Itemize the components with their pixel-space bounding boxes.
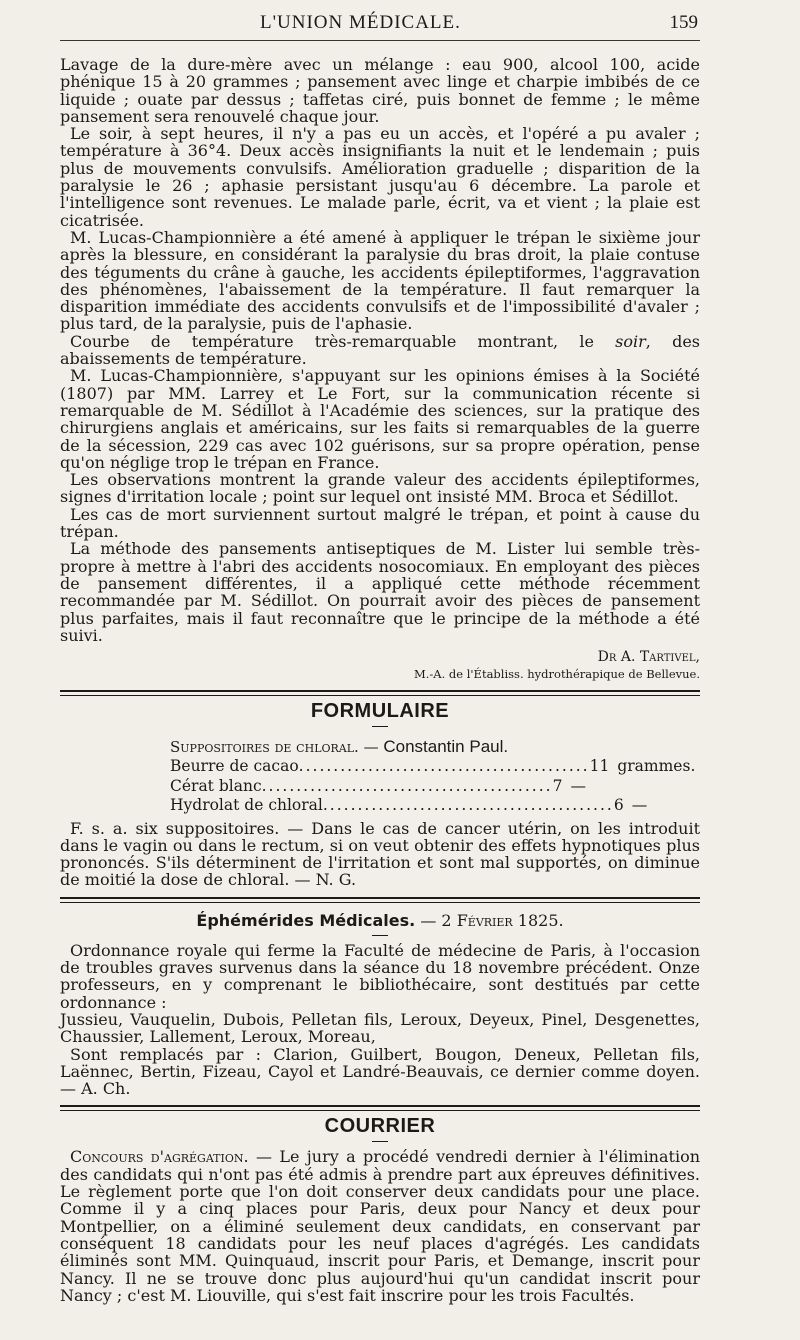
- title-dash: [372, 935, 388, 936]
- ephemerides-paragraph: Sont remplacés par : Clarion, Guilbert, Bougon, Deneux, Pelletan fils, Laënnec, Bertin, Fizeau, Cayol et Landré-Beauvais, ce dernier comme doyen. — A. Ch.: [60, 1044, 700, 1099]
- article-paragraph: La méthode des pansements antiseptiques de M. Lister lui semble très-propre à mettre à l'abri des accidents nosocomiaux. En employant des pièces de pansement différentes, il a appliqué cette méthode récemment recommandée par M. Sédillot. On pourrait avoir des pièces de pansement plus parfaites, mais il faut reconnaître que le principe de la méthode a été suivi.: [60, 539, 700, 645]
- ingredient-name: Hydrolat de chloral: [170, 796, 323, 815]
- header-rule: [60, 40, 700, 41]
- ephemerides-sep: — 2: [415, 910, 457, 930]
- ingredient-qty: 6: [613, 796, 624, 815]
- ephemerides-heading: [60, 911, 700, 931]
- page-body: [60, 56, 700, 1304]
- article-paragraph-courbe: [60, 333, 700, 368]
- ephemerides-paragraph: Jussieu, Vauquelin, Dubois, Pelletan fils, Leroux, Deyeux, Pinel, Desgenettes, Chaussier, Lallement, Leroux, Moreau,: [60, 1009, 700, 1047]
- ingredient-row: [170, 796, 648, 816]
- recipe-title: Suppositoires de chloral.: [170, 738, 359, 757]
- formulaire-title: FORMULAIRE: [310, 700, 450, 723]
- recipe-author: Constantin Paul.: [383, 737, 509, 757]
- article-paragraph: M. Lucas-Championnière a été amené à appliquer le trépan le sixième jour après la blessure, en considérant la paralysie du bras droit, la plaie contuse des téguments du crâne à gauche, les accidents épileptiformes, l'aggravation des phénomènes, l'abaissement de la température. Il faut remarquer la disparition immédiate des accidents convulsifs et de l'impossibilité d'avaler ; plus tard, de la paralysie, puis de l'aphasie.: [60, 227, 700, 334]
- signature-block: [60, 648, 700, 682]
- title-dash: [372, 726, 388, 727]
- ingredient-unit: —: [570, 776, 586, 795]
- article-paragraph: Les observations montrent la grande valeur des accidents épileptiformes, signes d'irritation locale ; point sur lequel ont insisté MM. Broca et Sédillot.: [60, 470, 700, 507]
- courbe-text: Courbe de température très-remarquable montrant, le: [70, 331, 616, 351]
- title-dash: [372, 1141, 388, 1142]
- ephemerides-date: Février 1825.: [456, 910, 564, 930]
- author-affiliation: M.-A. de l'Établiss. hydrothérapique de Bellevue.: [413, 667, 700, 682]
- author-signature: Dr A. Tartivel,: [597, 649, 700, 666]
- article-paragraph: Le soir, à sept heures, il n'y a pas eu un accès, et l'opéré a pu avaler ; température à 36°4. Deux accès insignifiants la nuit et le lendemain ; puis plus de mouvements convulsifs. Amélioration graduelle ; disparition de la paralysie le 26 ; aphasie persistant jusqu'au 6 décembre. La parole et l'intelligence sont revenues. Le malade parle, écrit, va et vient ; la plaie est cicatrisée.: [60, 124, 700, 230]
- article-paragraph: Les cas de mort surviennent surtout malgré le trépan, et point à cause du trépan.: [60, 504, 700, 542]
- recipe-heading: [170, 737, 700, 757]
- formulaire-instructions: F. s. a. six suppositoires. — Dans le cas de cancer utérin, on les introduit dans le vagin ou dans le rectum, si on veut obtenir des effets hypnotiques plus prononcés. S'ils déterminent de l'irritation et sont mal supportés, on diminue de moitié la dose de chloral. — N. G.: [60, 818, 700, 890]
- courrier-title: COURRIER: [324, 1115, 436, 1138]
- ingredient-row: [170, 777, 590, 797]
- running-title: L'UNION MÉDICALE.: [260, 12, 461, 33]
- leader-dots: ..........................................: [322, 796, 614, 815]
- ephemerides-title: Éphémérides Médicales.: [196, 910, 416, 930]
- recipe-sep: —: [358, 738, 384, 757]
- article-paragraph: Lavage de la dure-mère avec un mélange : eau 900, alcool 100, acide phénique 15 à 20 grammes ; pansement avec linge et charpie imbibés de ce liquide ; ouate par dessus ; taffetas ciré, puis bonnet de femme ; le même pansement sera renouvelé chaque jour.: [60, 55, 700, 126]
- courrier-lead: Concours d'agrégation.: [70, 1147, 249, 1167]
- courbe-text-end: , des abaissements de température.: [60, 331, 701, 369]
- ingredient-name: Cérat blanc: [170, 776, 262, 795]
- courbe-emphasis: soir: [615, 331, 646, 351]
- page-header: [60, 10, 700, 44]
- section-divider: [60, 1105, 700, 1111]
- courrier-text: — Le jury a procédé vendredi dernier à l'élimination des candidats qui n'ont pas été admis à prendre part aux épreuves définitives. Le règlement porte que l'on doit conserver deux candidats pour une place. Comme il y a cinq places pour Paris, deux pour Nancy et deux pour Montpellier, on a éliminé seulement deux candidats, en conservant par conséquent 18 candidats pour les neuf places d'agrégés. Les candidats éliminés sont MM. Quinquaud, inscrit pour Paris, et Demange, inscrit pour Nancy. Il ne se trouve donc plus aujourd'hui qu'un candidat inscrit pour Nancy ; c'est M. Liouville, qui s'est fait inscrire pour les trois Facultés.: [60, 1147, 701, 1305]
- ingredient-list: [170, 757, 696, 816]
- article-paragraph: M. Lucas-Championnière, s'appuyant sur les opinions émises à la Société (1807) par MM. Larrey et Le Fort, sur la communication récente si remarquable de M. Sédillot à l'Académie des sciences, sur la pratique des chirurgiens anglais et américains, sur les faits si remarquables de la guerre de la sécession, 229 cas avec 102 guérisons, sur sa propre opération, pense qu'on néglige trop le trépan en France.: [60, 366, 700, 472]
- section-divider: [60, 690, 700, 696]
- ingredient-qty: 11: [589, 757, 610, 776]
- ingredient-unit: —: [631, 796, 648, 815]
- page-number: 159: [669, 12, 698, 33]
- ingredient-name: Beurre de cacao: [170, 757, 299, 776]
- ingredient-unit: grammes.: [617, 757, 696, 776]
- ephemerides-paragraph: Ordonnance royale qui ferme la Faculté de médecine de Paris, à l'occasion de troubles graves survenus dans la séance du 18 novembre précédent. Onze professeurs, en y comprenant le bibliothécaire, sont destitués par cette ordonnance :: [60, 940, 700, 1012]
- leader-dots: ..........................................: [261, 776, 553, 795]
- section-divider: [60, 897, 700, 903]
- ingredient-qty: 7: [552, 776, 563, 795]
- leader-dots: ..........................................: [298, 757, 590, 776]
- ingredient-row: [170, 757, 696, 777]
- courrier-paragraph: [60, 1148, 700, 1304]
